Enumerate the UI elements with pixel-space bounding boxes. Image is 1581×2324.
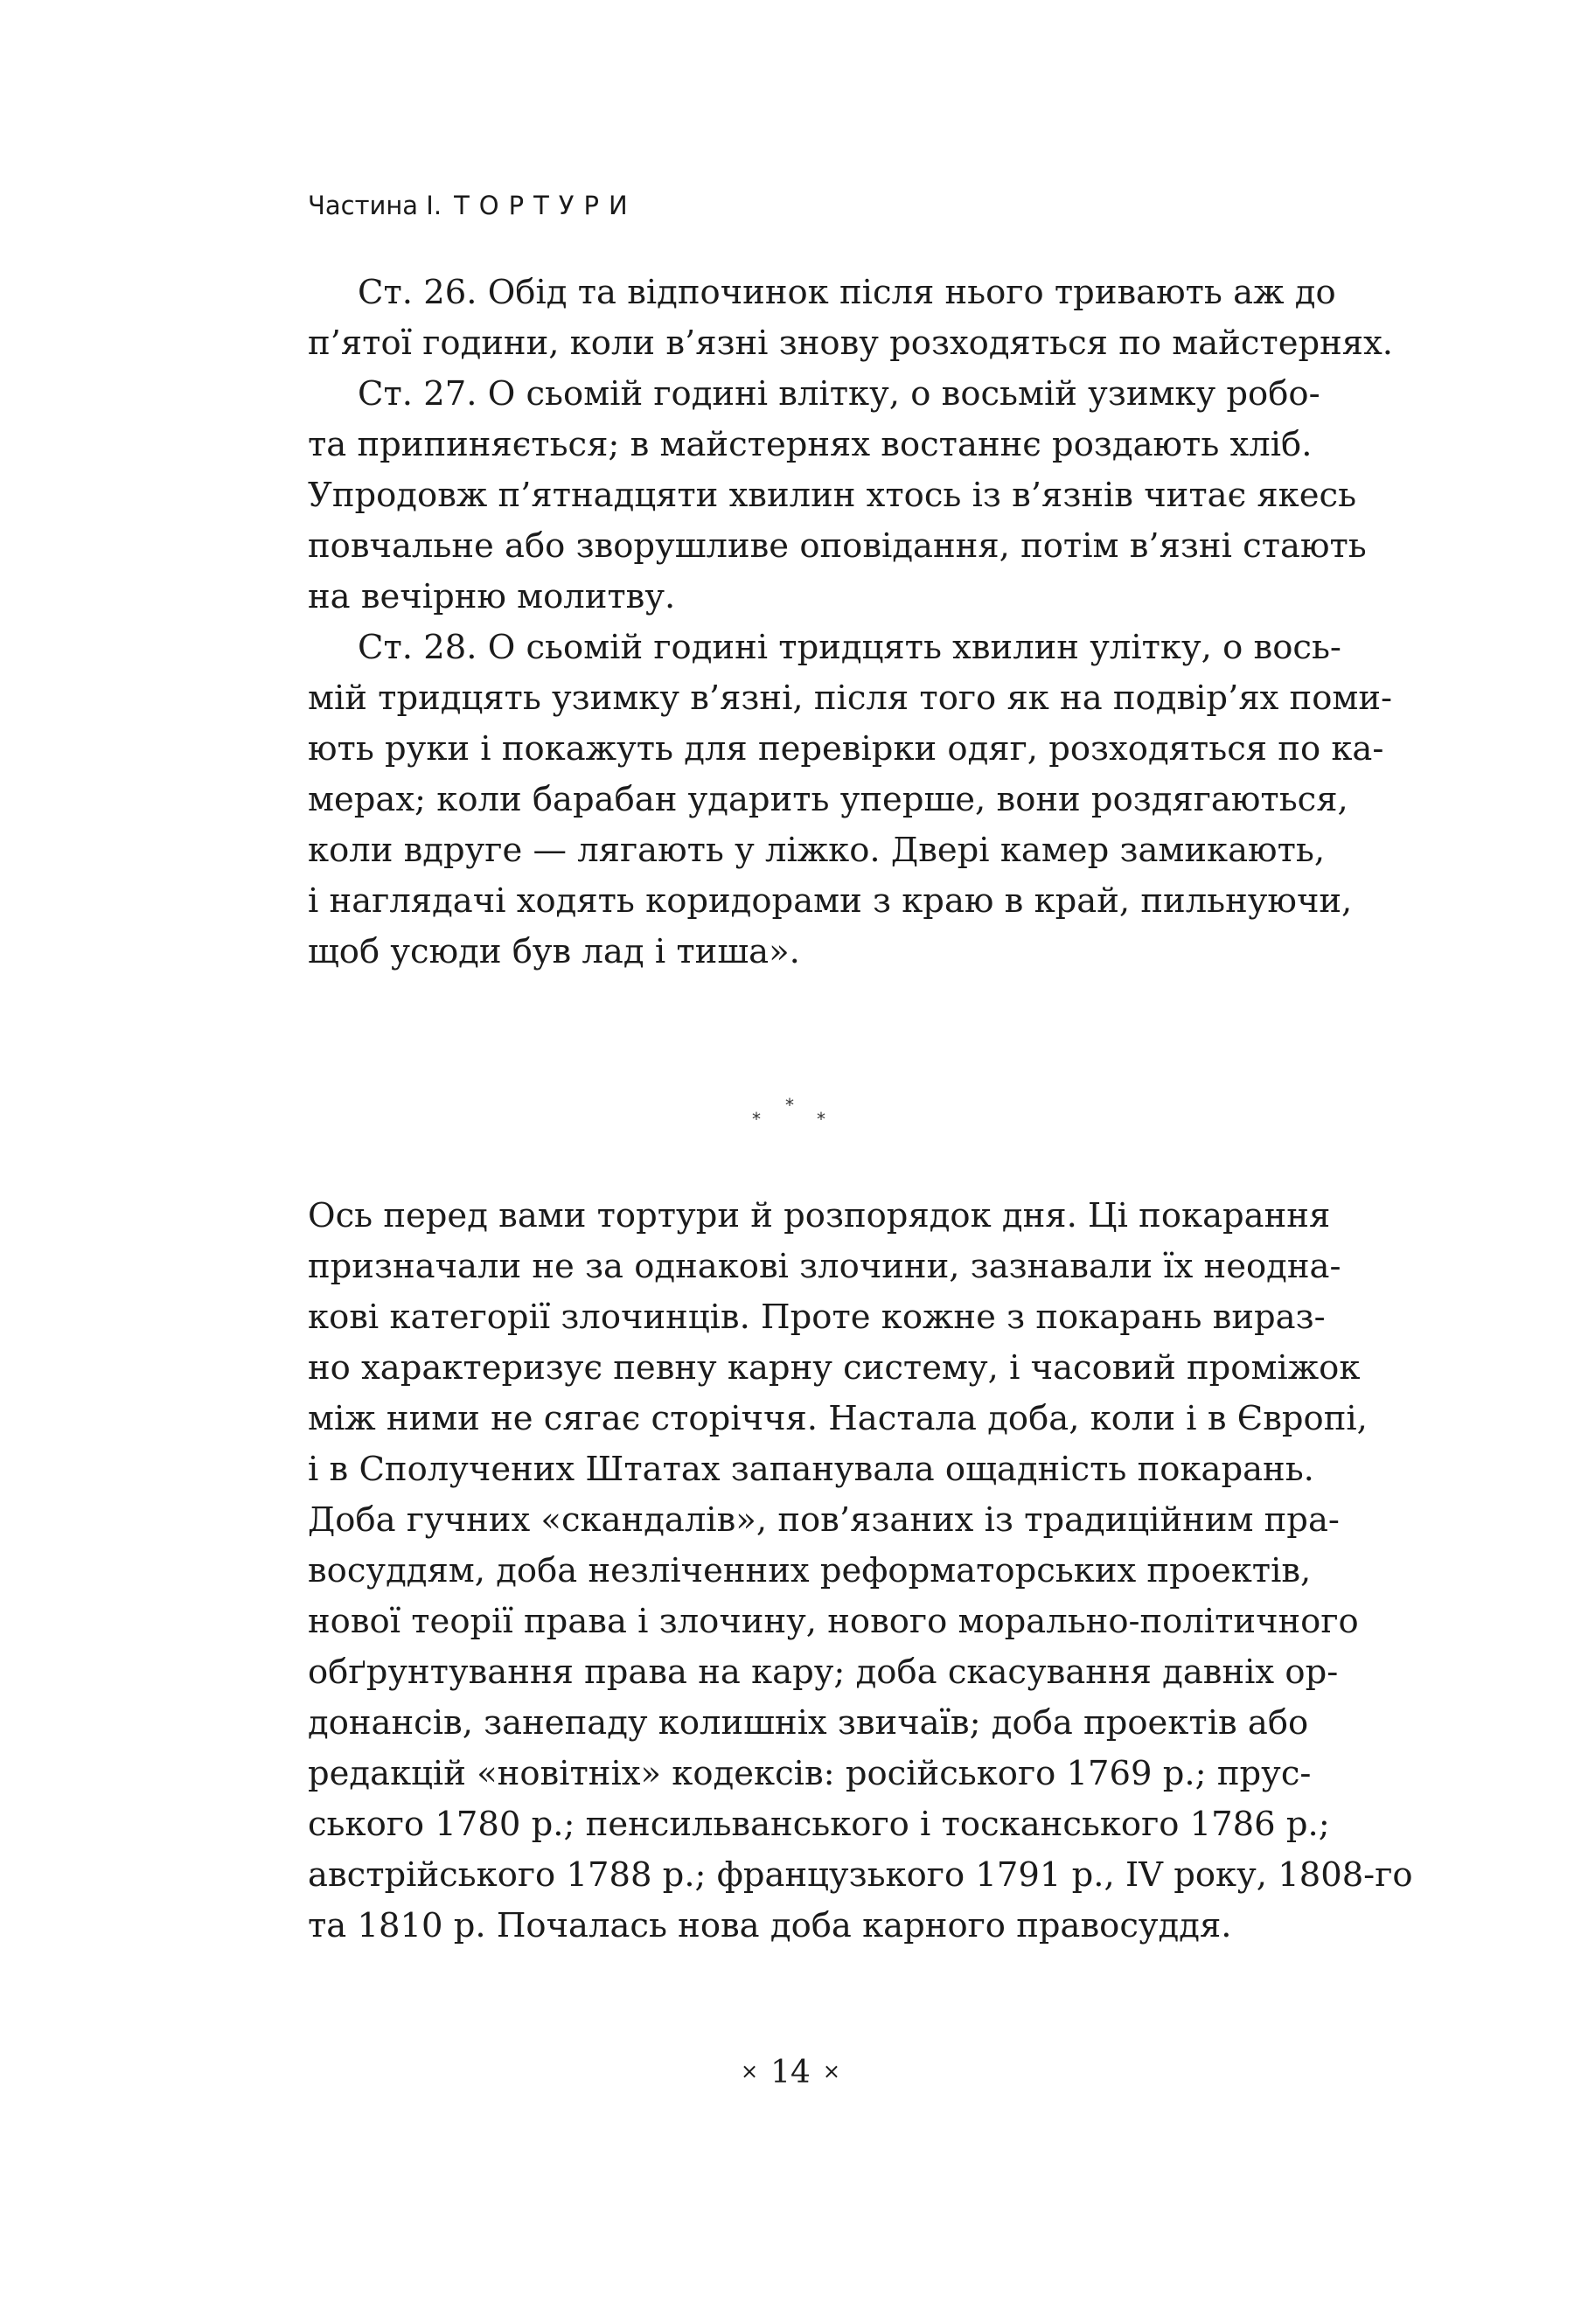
text-line: Ст. 27. О сьомій годині влітку, о восьмій узимку робо- bbox=[358, 374, 1320, 414]
text-line: ського 1780 р.; пенсильванського і тосканського 1786 р.; bbox=[308, 1805, 1330, 1844]
text-line: повчальне або зворушливе оповідання, потім в’язні стають bbox=[308, 526, 1367, 566]
text-line: коли вдруге — лягають у ліжко. Двері камер замикають, bbox=[308, 831, 1326, 870]
text-line: п’ятої години, коли в’язні знову розходяться по майстернях. bbox=[308, 324, 1394, 363]
running-head bbox=[308, 191, 637, 220]
text-line: між ними не сягає сторіччя. Настала доба, коли і в Європі, bbox=[308, 1399, 1368, 1438]
text-line: редакцій «новітніх» кодексів: російського 1769 р.; прус- bbox=[308, 1754, 1312, 1793]
running-head-chapter: ТОРТУРИ bbox=[454, 191, 637, 220]
text-line: мерах; коли барабан ударить уперше, вони роздягаються, bbox=[308, 780, 1348, 819]
page-number bbox=[0, 2055, 1581, 2091]
text-line: кові категорії злочинців. Проте кожне з покарань вираз- bbox=[308, 1298, 1326, 1337]
asterisk-icon: * bbox=[785, 1095, 794, 1116]
text-line: Ст. 26. Обід та відпочинок після нього тривають аж до bbox=[358, 273, 1336, 312]
text-line: мій тридцять узимку в’язні, після того як на подвір’ях поми- bbox=[308, 678, 1393, 718]
main-paragraph bbox=[308, 1191, 1413, 1952]
text-line: обґрунтування права на кару; доба скасування давніх ор- bbox=[308, 1653, 1339, 1692]
running-head-part: Частина I. bbox=[308, 191, 442, 220]
text-line: Ст. 28. О сьомій годині тридцять хвилин улітку, о вось- bbox=[358, 628, 1341, 667]
text-line: ють руки і покажуть для перевірки одяг, розходяться по ка- bbox=[308, 729, 1384, 769]
text-line: та припиняється; в майстернях востаннє роздають хліб. bbox=[308, 425, 1313, 464]
statute-text-block bbox=[308, 268, 1394, 978]
text-line: донансів, занепаду колишніх звичаїв; доба проектів або bbox=[308, 1703, 1309, 1743]
text-line: австрійського 1788 р.; французького 1791 р., IV року, 1808-го bbox=[308, 1855, 1413, 1895]
asterisk-icon: * bbox=[817, 1109, 825, 1130]
text-line: і в Сполучених Штатах запанувала ощадність покарань. bbox=[308, 1450, 1314, 1489]
text-line: Доба гучних «скандалів», пов’язаних із традиційним пра- bbox=[308, 1500, 1340, 1540]
text-line: но характеризує певну карну систему, і часовий проміжок bbox=[308, 1348, 1361, 1388]
asterisk-icon: * bbox=[752, 1109, 761, 1130]
text-line: та 1810 р. Почалась нова доба карного правосуддя. bbox=[308, 1906, 1232, 1945]
text-line: Упродовж п’ятнадцяти хвилин хтось із в’язнів читає якесь bbox=[308, 476, 1357, 515]
text-line: щоб усюди був лад і тиша». bbox=[308, 932, 800, 971]
folio-mark-icon: × bbox=[740, 2059, 759, 2084]
text-line: восуддям, доба незліченних реформаторських проектів, bbox=[308, 1551, 1312, 1590]
text-line: Ось перед вами тортури й розпорядок дня. Ці покарання bbox=[308, 1196, 1331, 1235]
section-separator-asterism bbox=[745, 1091, 836, 1133]
folio-mark-icon: × bbox=[822, 2059, 841, 2084]
text-line: на вечірню молитву. bbox=[308, 577, 676, 616]
text-line: призначали не за однакові злочини, зазнавали їх неодна- bbox=[308, 1247, 1341, 1286]
text-line: і наглядачі ходять коридорами з краю в край, пильнуючи, bbox=[308, 881, 1353, 921]
text-line: нової теорії права і злочину, нового морально-політичного bbox=[308, 1602, 1359, 1641]
page-number-value: 14 bbox=[770, 2055, 811, 2091]
